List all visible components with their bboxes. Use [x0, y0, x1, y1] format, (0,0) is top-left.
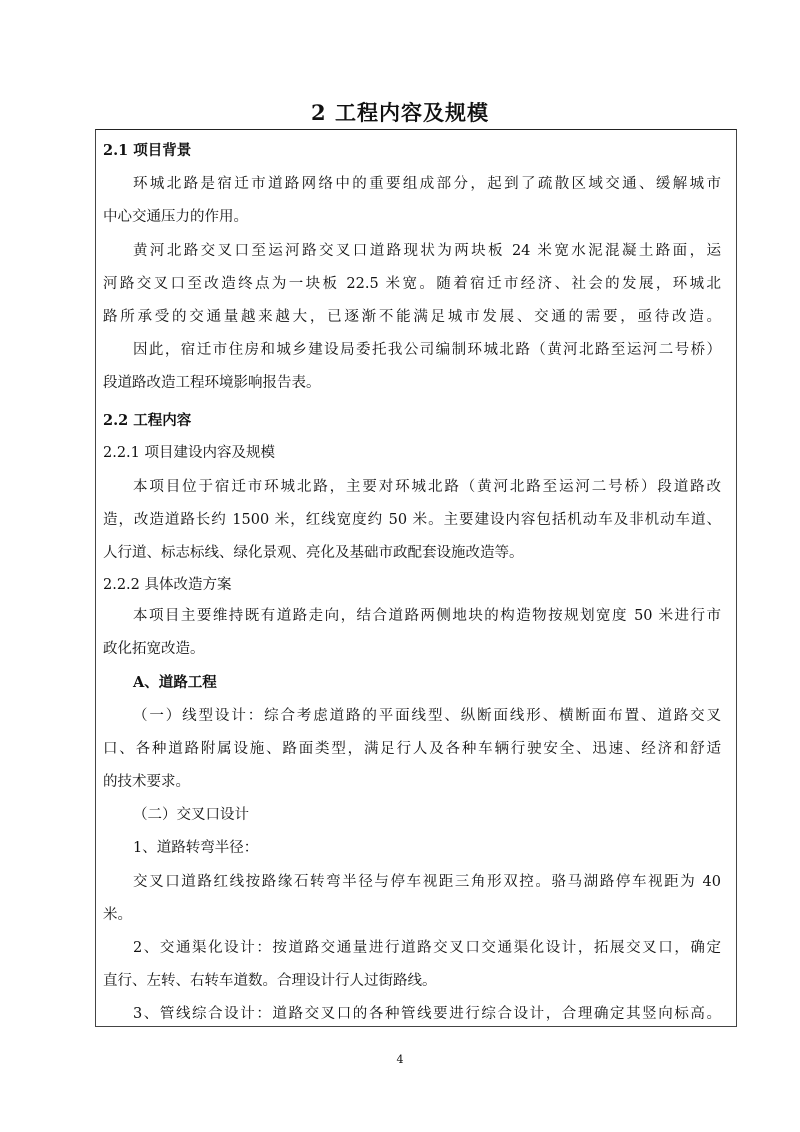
paragraph-line: 黄河北路交叉口至运河路交叉口道路现状为两块板 24 米宽水泥混凝土路面，运: [133, 243, 721, 259]
paragraph-line: 2、交通渠化设计：按道路交通量进行道路交叉口交通渠化设计，拓展交叉口，确定: [133, 940, 721, 956]
paragraph-line: 人行道、标志标线、绿化景观、亮化及基础市政配套设施改造等。: [103, 545, 524, 561]
paragraph-line: 直行、左转、右转车道数。合理设计行人过街路线。: [103, 973, 437, 989]
paragraph-line: 3、管线综合设计：道路交叉口的各种管线要进行综合设计，合理确定其竖向标高。: [133, 1006, 721, 1022]
paragraph-line: 路所承受的交通量越来越大，已逐渐不能满足城市发展、交通的需要，亟待改造。: [103, 309, 721, 325]
paragraph-line: 政化拓宽改造。: [103, 641, 205, 657]
paragraph-line: 本项目主要维持既有道路走向，结合道路两侧地块的构造物按规划宽度 50 米进行市: [133, 608, 721, 624]
paragraph-line: 河路交叉口至改造终点为一块板 22.5 米宽。随着宿迁市经济、社会的发展，环城北: [103, 276, 721, 292]
paragraph-line: 环城北路是宿迁市道路网络中的重要组成部分，起到了疏散区域交通、缓解城市: [133, 176, 721, 192]
heading-road-works: A、道路工程: [133, 674, 217, 691]
paragraph-line: 中心交通压力的作用。: [103, 209, 248, 225]
paragraph-line: 的技术要求。: [103, 774, 190, 790]
paragraph-line: 造，改造道路长约 1500 米，红线宽度约 50 米。主要建设内容包括机动车及非机动车道、: [103, 512, 721, 528]
section-title: 2 工程内容及规模: [311, 100, 489, 125]
paragraph-line: （二）交叉口设计: [133, 807, 249, 823]
paragraph-line: 交叉口道路红线按路缘石转弯半径与停车视距三角形双控。骆马湖路停车视距为 40: [133, 874, 721, 890]
heading-2-1: 2.1 项目背景: [103, 142, 192, 159]
paragraph-line: 口、各种道路附属设施、路面类型，满足行人及各种车辆行驶安全、迅速、经济和舒适: [103, 741, 721, 757]
heading-2-2: 2.2 工程内容: [103, 412, 192, 429]
paragraph-line: 米。: [103, 907, 132, 923]
paragraph-line: 因此，宿迁市住房和城乡建设局委托我公司编制环城北路（黄河北路至运河二号桥）: [133, 342, 721, 358]
paragraph-line: 本项目位于宿迁市环城北路，主要对环城北路（黄河北路至运河二号桥）段道路改: [133, 479, 721, 495]
paragraph-line: 段道路改造工程环境影响报告表。: [103, 375, 321, 391]
subheading-2-2-1: 2.2.1 项目建设内容及规模: [103, 445, 276, 461]
paragraph-line: 1、道路转弯半径：: [133, 840, 259, 856]
page-number: 4: [396, 1053, 404, 1066]
subheading-2-2-2: 2.2.2 具体改造方案: [103, 577, 232, 593]
paragraph-line: （一）线型设计：综合考虑道路的平面线型、纵断面线形、横断面布置、道路交叉: [133, 708, 721, 724]
